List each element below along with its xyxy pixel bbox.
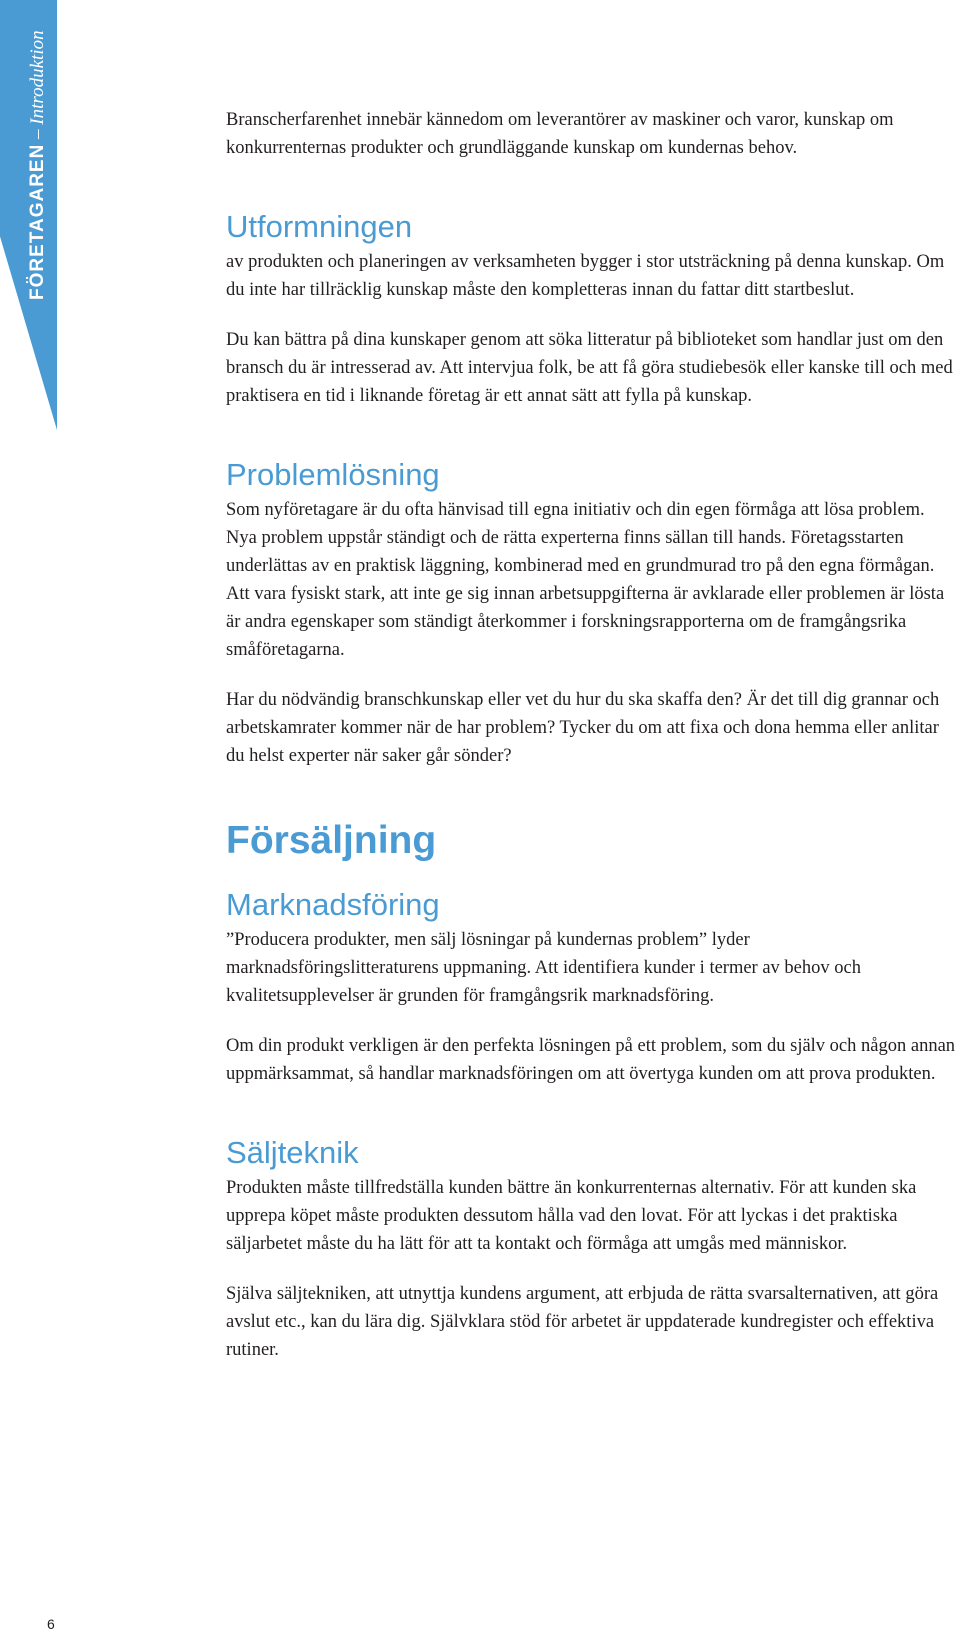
marknadsforing-paragraph-1: ”Producera produkter, men sälj lösningar på kundernas problem” lyder marknadsföringslitteraturens uppmaning. Att identifiera kunder i termer av behov och kvalitetsupplevelser är grunden för framgångsrik marknadsföring. (226, 930, 861, 1006)
heading-marknadsforing: Marknadsföring (226, 887, 440, 922)
problemlosning-paragraph-2: Har du nödvändig branschkunskap eller vet du hur du ska skaffa den? Är det till dig grannar och arbetskamrater kommer när de har problem? Tycker du om att fixa och dona hemma eller anlitar du helst experter när saker går sönder? (226, 690, 940, 766)
page-number: 6 (47, 1616, 55, 1632)
side-tab-dash: – (27, 124, 48, 144)
heading-forsaljning: Försäljning (226, 819, 437, 862)
side-tab-label (28, 30, 47, 300)
side-tab-subtitle: Introduktion (27, 30, 48, 125)
side-tab-title: FÖRETAGAREN (27, 143, 48, 300)
intro-paragraph: Branscherfarenhet innebär kännedom om leverantörer av maskiner och varor, kunskap om konkurrenternas produkter och grundläggande kunskap om kundernas behov. (226, 110, 894, 158)
page-content (226, 106, 960, 1364)
marknadsforing-paragraph-2: Om din produkt verkligen är den perfekta lösningen på ett problem, som du själv och någon annan uppmärksammat, så handlar marknadsföringen om att övertyga kunden om att prova produkten. (226, 1036, 956, 1084)
utformningen-paragraph-2: Du kan bättra på dina kunskaper genom att söka litteratur på biblioteket som handlar just om den bransch du är intresserad av. Att intervjua folk, be att få göra studiebesök eller kanske till och med praktisera en tid i liknande företag är ett annat sätt att fylla på kunskap. (226, 330, 953, 406)
heading-utformningen: Utformningen (226, 209, 413, 244)
utformningen-paragraph-1: av produkten och planeringen av verksamheten bygger i stor utsträckning på denna kunskap. Om du inte har tillräcklig kunskap måste den kompletteras innan du fattar ditt startbeslut. (226, 252, 945, 300)
saljteknik-paragraph-1: Produkten måste tillfredställa kunden bättre än konkurrenternas alternativ. För att kunden ska upprepa köpet måste produkten dessutom hålla vad den lovat. För att lyckas i det praktiska säljarbetet måste du ha lätt för att ta kontakt och förmåga att umgås med människor. (226, 1178, 917, 1254)
problemlosning-paragraph-1: Som nyföretagare är du ofta hänvisad till egna initiativ och din egen förmåga att lösa problem. Nya problem uppstår ständigt och de rätta experterna finns sällan till hands. Företagsstarten underlättas av en praktisk läggning, kombinerad med en grundmurad tro på den egna förmågan. Att vara fysiskt stark, att inte ge sig innan arbetsuppgifterna är avklarade eller problemen är lösta är andra egenskaper som ständigt återkommer i forskningsrapporterna om de framgångsrika småföretagarna. (226, 500, 945, 660)
heading-saljteknik: Säljteknik (226, 1135, 359, 1170)
heading-problemlosning: Problemlösning (226, 457, 440, 492)
saljteknik-paragraph-2: Själva säljtekniken, att utnyttja kundens argument, att erbjuda de rätta svarsalternativen, att göra avslut etc., kan du lära dig. Självklara stöd för arbetet är uppdaterade kundregister och effektiva rutiner. (226, 1284, 939, 1360)
